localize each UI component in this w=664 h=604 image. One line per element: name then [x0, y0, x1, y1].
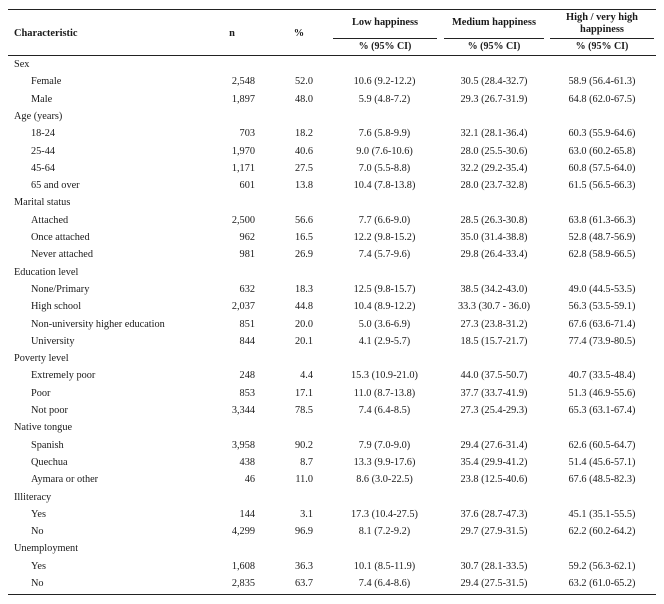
cell-percent: 20.0 — [294, 318, 313, 330]
cell-low-happiness: 17.3 (10.4-27.5) — [351, 508, 418, 520]
cell-n: 601 — [239, 180, 255, 192]
header-high-happiness-line1: High / very high — [566, 12, 638, 23]
cell-medium-happiness: 29.4 (27.6-31.4) — [460, 439, 528, 451]
cell-percent: 63.7 — [294, 578, 313, 589]
cell-high-happiness: 63.0 (60.2-65.8) — [568, 145, 636, 157]
cell-n: 981 — [239, 249, 255, 261]
cell-low-happiness: 5.9 (4.8-7.2) — [358, 93, 411, 105]
table-row — [0, 334, 664, 351]
cell-n: 2,835 — [231, 578, 255, 589]
row-label: No — [31, 526, 44, 538]
row-label: Attached — [31, 214, 69, 226]
cell-medium-happiness: 29.4 (27.5-31.5) — [460, 578, 528, 589]
cell-percent: 8.7 — [300, 456, 313, 468]
cell-medium-happiness: 35.4 (29.9-41.2) — [460, 456, 528, 468]
cell-low-happiness: 7.7 (6.6-9.0) — [358, 214, 411, 226]
table-row — [0, 144, 664, 161]
table-row — [0, 455, 664, 472]
cell-high-happiness: 40.7 (33.5-48.4) — [568, 370, 636, 382]
cell-n: 962 — [239, 232, 255, 243]
row-label: Poor — [31, 387, 51, 399]
table-row — [0, 161, 664, 178]
cell-high-happiness: 63.8 (61.3-66.3) — [568, 214, 636, 226]
header-low-happiness: Low happiness — [351, 17, 419, 28]
cell-medium-happiness: 18.5 (15.7-21.7) — [460, 335, 528, 347]
row-label: No — [31, 578, 44, 589]
table-row — [0, 317, 664, 334]
table-row — [0, 74, 664, 91]
table-row — [0, 247, 664, 264]
cell-high-happiness: 60.8 (57.5-64.0) — [568, 162, 636, 174]
table-top-rule — [8, 9, 656, 10]
cell-medium-happiness: 23.8 (12.5-40.6) — [460, 474, 528, 486]
cell-low-happiness: 7.4 (6.4-8.5) — [358, 405, 411, 416]
cell-medium-happiness: 37.6 (28.7-47.3) — [460, 508, 528, 520]
cell-low-happiness: 15.3 (10.9-21.0) — [351, 370, 418, 382]
cell-high-happiness: 52.8 (48.7-56.9) — [568, 232, 636, 243]
cell-percent: 20.1 — [294, 335, 313, 347]
cell-low-happiness: 10.4 (8.9-12.2) — [353, 301, 416, 313]
row-label: Spanish — [31, 439, 64, 451]
header-rule-medium — [444, 38, 544, 39]
cell-low-happiness: 11.0 (8.7-13.8) — [353, 387, 416, 399]
group-header-row — [0, 541, 664, 558]
table-row — [0, 403, 664, 420]
cell-low-happiness: 9.0 (7.6-10.6) — [356, 145, 413, 157]
cell-n: 703 — [239, 128, 255, 140]
row-label: Not poor — [31, 405, 68, 416]
row-label: None/Primary — [31, 283, 90, 295]
cell-low-happiness: 7.0 (5.5-8.8) — [358, 162, 411, 174]
table-row — [0, 559, 664, 576]
row-label: Female — [31, 76, 62, 88]
cell-medium-happiness: 28.5 (26.3-30.8) — [460, 214, 528, 226]
table-row — [0, 368, 664, 385]
header-characteristic: Characteristic — [14, 28, 78, 39]
cell-n: 1,608 — [231, 560, 255, 572]
table-row — [0, 576, 664, 593]
cell-n: 632 — [239, 283, 255, 295]
row-label: Yes — [31, 560, 46, 572]
cell-high-happiness: 51.4 (45.6-57.1) — [568, 456, 636, 468]
header-n: n — [229, 28, 235, 39]
cell-medium-happiness: 29.3 (26.7-31.9) — [460, 93, 528, 105]
cell-medium-happiness: 30.5 (28.4-32.7) — [460, 76, 528, 88]
cell-high-happiness: 77.4 (73.9-80.5) — [568, 335, 636, 347]
row-label: Never attached — [31, 249, 94, 261]
cell-percent: 16.5 — [294, 232, 313, 243]
cell-n: 438 — [239, 456, 255, 468]
cell-medium-happiness: 27.3 (25.4-29.3) — [460, 405, 528, 416]
table-row — [0, 386, 664, 403]
row-label: University — [31, 335, 75, 347]
table-row — [0, 438, 664, 455]
cell-percent: 3.1 — [300, 508, 313, 520]
cell-high-happiness: 61.5 (56.5-66.3) — [568, 180, 636, 192]
group-label: Sex — [14, 59, 30, 70]
group-header-row — [0, 195, 664, 212]
header-rule-high — [550, 38, 654, 39]
cell-percent: 17.1 — [294, 387, 313, 399]
cell-low-happiness: 7.4 (5.7-9.6) — [358, 249, 411, 261]
cell-percent: 96.9 — [294, 526, 313, 538]
cell-percent: 4.4 — [300, 370, 313, 382]
cell-percent: 18.3 — [294, 283, 313, 295]
subheader-ci-low: % (95% CI) — [358, 41, 412, 52]
group-header-row — [0, 109, 664, 126]
cell-low-happiness: 12.5 (9.8-15.7) — [353, 283, 416, 295]
cell-percent: 13.8 — [294, 180, 313, 192]
cell-n: 4,299 — [231, 526, 255, 538]
header-bottom-rule — [8, 55, 656, 56]
group-header-row — [0, 420, 664, 437]
cell-high-happiness: 60.3 (55.9-64.6) — [568, 128, 636, 140]
row-label: Once attached — [31, 232, 90, 243]
header-high-happiness-line2: happiness — [580, 24, 624, 35]
table-row — [0, 472, 664, 489]
cell-medium-happiness: 44.0 (37.5-50.7) — [460, 370, 528, 382]
cell-medium-happiness: 37.7 (33.7-41.9) — [460, 387, 528, 399]
cell-high-happiness: 62.2 (60.2-64.2) — [568, 526, 636, 538]
cell-high-happiness: 56.3 (53.5-59.1) — [568, 301, 636, 313]
cell-percent: 27.5 — [294, 162, 313, 174]
cell-high-happiness: 65.3 (63.1-67.4) — [568, 405, 636, 416]
cell-low-happiness: 7.6 (5.8-9.9) — [358, 128, 411, 140]
header-medium-happiness: Medium happiness — [451, 17, 536, 28]
cell-low-happiness: 12.2 (9.8-15.2) — [353, 232, 416, 243]
table-row — [0, 92, 664, 109]
cell-low-happiness: 10.6 (9.2-12.2) — [353, 76, 416, 88]
table-row — [0, 178, 664, 195]
cell-high-happiness: 64.8 (62.0-67.5) — [568, 93, 636, 105]
table-row — [0, 507, 664, 524]
row-label: Aymara or other — [31, 474, 99, 486]
cell-n: 1,970 — [231, 145, 255, 157]
header-percent: % — [293, 28, 305, 39]
cell-high-happiness: 49.0 (44.5-53.5) — [568, 283, 636, 295]
cell-n: 144 — [239, 508, 255, 520]
header-rule-low — [333, 38, 437, 39]
row-label: High school — [31, 301, 82, 313]
table-row — [0, 126, 664, 143]
row-label: Extremely poor — [31, 370, 96, 382]
cell-percent: 78.5 — [294, 405, 313, 416]
cell-high-happiness: 51.3 (46.9-55.6) — [568, 387, 636, 399]
group-header-row — [0, 490, 664, 507]
cell-n: 2,548 — [231, 76, 255, 88]
group-label: Native tongue — [14, 422, 73, 434]
subheader-ci-high: % (95% CI) — [575, 41, 629, 52]
row-label: 65 and over — [31, 180, 80, 192]
table-row — [0, 524, 664, 541]
cell-low-happiness: 4.1 (2.9-5.7) — [358, 335, 411, 347]
cell-n: 853 — [239, 387, 255, 399]
cell-n: 851 — [239, 318, 255, 330]
cell-percent: 26.9 — [294, 249, 313, 261]
group-label: Poverty level — [14, 353, 69, 365]
cell-medium-happiness: 29.7 (27.9-31.5) — [460, 526, 528, 538]
cell-high-happiness: 62.6 (60.5-64.7) — [568, 439, 636, 451]
cell-n: 844 — [239, 335, 255, 347]
group-label: Unemployment — [14, 543, 79, 555]
cell-high-happiness: 67.6 (63.6-71.4) — [568, 318, 636, 330]
row-label: 25-44 — [31, 145, 56, 157]
group-header-row — [0, 265, 664, 282]
cell-n: 248 — [239, 370, 255, 382]
cell-low-happiness: 8.1 (7.2-9.2) — [358, 526, 411, 538]
cell-medium-happiness: 30.7 (28.1-33.5) — [460, 560, 528, 572]
table-row — [0, 299, 664, 316]
cell-medium-happiness: 38.5 (34.2-43.0) — [460, 283, 528, 295]
cell-high-happiness: 67.6 (48.5-82.3) — [568, 474, 636, 486]
row-label: Yes — [31, 508, 46, 520]
cell-low-happiness: 10.1 (8.5-11.9) — [353, 560, 416, 572]
cell-percent: 18.2 — [294, 128, 313, 140]
group-label: Education level — [14, 266, 79, 278]
row-label: 18-24 — [31, 128, 56, 140]
cell-medium-happiness: 29.8 (26.4-33.4) — [460, 249, 528, 261]
group-label: Age (years) — [14, 110, 63, 122]
row-label: Non-university higher education — [31, 318, 165, 330]
cell-percent: 36.3 — [294, 560, 313, 572]
table-row — [0, 230, 664, 247]
group-header-row — [0, 351, 664, 368]
cell-low-happiness: 13.3 (9.9-17.6) — [353, 456, 416, 468]
table-row — [0, 213, 664, 230]
cell-medium-happiness: 28.0 (23.7-32.8) — [460, 180, 528, 192]
cell-high-happiness: 63.2 (61.0-65.2) — [568, 578, 636, 589]
table-row — [0, 282, 664, 299]
cell-high-happiness: 58.9 (56.4-61.3) — [568, 76, 636, 88]
group-header-row — [0, 57, 664, 74]
cell-percent: 52.0 — [294, 76, 313, 88]
cell-n: 1,897 — [231, 93, 255, 105]
cell-low-happiness: 7.4 (6.4-8.6) — [358, 578, 411, 589]
cell-high-happiness: 59.2 (56.3-62.1) — [568, 560, 636, 572]
cell-high-happiness: 45.1 (35.1-55.5) — [568, 508, 636, 520]
cell-low-happiness: 7.9 (7.0-9.0) — [358, 439, 411, 451]
cell-n: 2,500 — [231, 214, 255, 226]
cell-percent: 90.2 — [294, 439, 313, 451]
cell-medium-happiness: 33.3 (30.7 - 36.0) — [457, 301, 531, 313]
cell-n: 1,171 — [231, 162, 255, 174]
cell-medium-happiness: 32.2 (29.2-35.4) — [460, 162, 528, 174]
cell-percent: 40.6 — [294, 145, 313, 157]
cell-high-happiness: 62.8 (58.9-66.5) — [568, 249, 636, 261]
cell-percent: 56.6 — [294, 214, 313, 226]
cell-percent: 44.8 — [294, 301, 313, 313]
row-label: 45-64 — [31, 162, 56, 174]
cell-medium-happiness: 35.0 (31.4-38.8) — [460, 232, 528, 243]
group-label: Illiteracy — [14, 491, 52, 503]
subheader-ci-medium: % (95% CI) — [467, 41, 521, 52]
cell-percent: 11.0 — [295, 474, 313, 486]
cell-medium-happiness: 27.3 (23.8-31.2) — [460, 318, 528, 330]
row-label: Quechua — [31, 456, 68, 468]
cell-low-happiness: 10.4 (7.8-13.8) — [353, 180, 416, 192]
table-bottom-rule — [8, 594, 656, 595]
group-label: Marital status — [14, 197, 71, 209]
cell-low-happiness: 5.0 (3.6-6.9) — [358, 318, 411, 330]
cell-medium-happiness: 32.1 (28.1-36.4) — [460, 128, 528, 140]
cell-percent: 48.0 — [294, 93, 313, 105]
cell-n: 3,344 — [231, 405, 255, 416]
cell-n: 3,958 — [231, 439, 255, 451]
row-label: Male — [31, 93, 53, 105]
cell-low-happiness: 8.6 (3.0-22.5) — [356, 474, 413, 486]
cell-medium-happiness: 28.0 (25.5-30.6) — [460, 145, 528, 157]
cell-n: 46 — [244, 474, 255, 486]
cell-n: 2,037 — [231, 301, 255, 313]
